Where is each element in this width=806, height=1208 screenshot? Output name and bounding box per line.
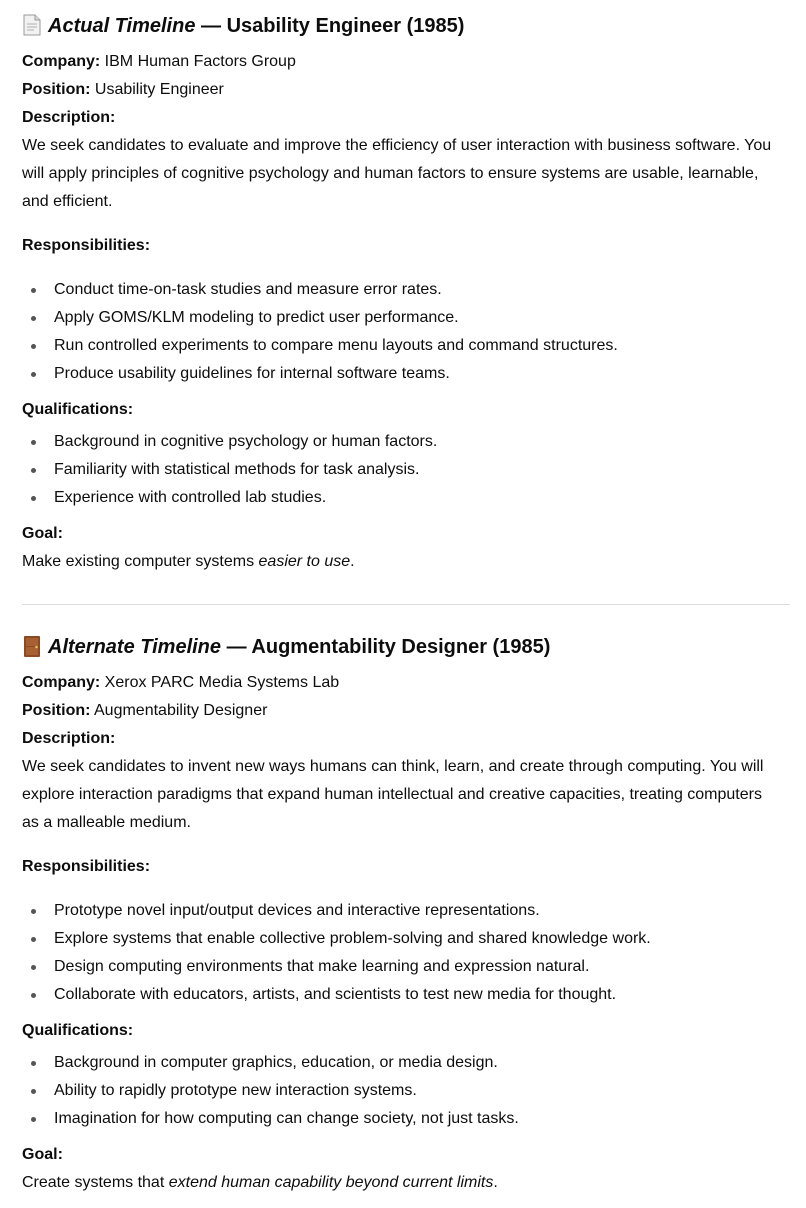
company-label: Company: (22, 53, 101, 70)
responsibilities-list (22, 276, 794, 388)
description-line: as a malleable medium. (22, 814, 191, 831)
company-line (22, 669, 794, 697)
goal-suffix: . (350, 553, 355, 570)
company-label: Company: (22, 674, 101, 691)
role-heading: — Augmentability Designer (1985) (221, 636, 551, 658)
position-line (22, 76, 794, 104)
list-item: Conduct time-on-task studies and measure error rates. (22, 276, 794, 304)
description-line: will apply principles of cognitive psychology and human factors to ensure systems are usable, learnable, (22, 165, 759, 182)
list-item: Familiarity with statistical methods for task analysis. (22, 456, 794, 484)
goal-label: Goal: (22, 1146, 63, 1163)
list-item: Background in computer graphics, education, or media design. (22, 1049, 794, 1077)
position-label: Position: (22, 81, 91, 98)
qualifications-list (22, 428, 794, 512)
goal-emphasis: extend human capability beyond current limits (168, 1174, 494, 1191)
description-label: Description: (22, 730, 116, 747)
responsibilities-label: Responsibilities: (22, 858, 151, 875)
description-line: explore interaction paradigms that expand human intellectual and creative capacities, treating computers (22, 786, 762, 803)
goal-text (22, 1169, 794, 1197)
goal-label: Goal: (22, 525, 63, 542)
goal-emphasis: easier to use (258, 553, 351, 570)
company-value: Xerox PARC Media Systems Lab (100, 674, 340, 691)
qualifications-label: Qualifications: (22, 401, 134, 418)
section-divider (22, 604, 790, 605)
position-value: Augmentability Designer (90, 702, 268, 719)
description-text (22, 753, 794, 837)
goal-suffix: . (493, 1174, 498, 1191)
qualifications-list (22, 1049, 794, 1133)
goal-prefix: Make existing computer systems (22, 553, 259, 570)
position-line (22, 697, 794, 725)
list-item: Prototype novel input/output devices and interactive representations. (22, 897, 794, 925)
responsibilities-label: Responsibilities: (22, 237, 151, 254)
description-line: We seek candidates to evaluate and improve the efficiency of user interaction with business software. You (22, 137, 772, 154)
list-item: Ability to rapidly prototype new interaction systems. (22, 1077, 794, 1105)
list-item: Imagination for how computing can change society, not just tasks. (22, 1105, 794, 1133)
position-label: Position: (22, 702, 91, 719)
description-text (22, 132, 794, 216)
responsibilities-list (22, 897, 794, 1009)
list-item: Produce usability guidelines for internal software teams. (22, 360, 794, 388)
list-item: Collaborate with educators, artists, and scientists to test new media for thought. (22, 981, 794, 1009)
role-heading: — Usability Engineer (1985) (195, 15, 465, 37)
goal-text (22, 548, 794, 576)
list-item: Background in cognitive psychology or human factors. (22, 428, 794, 456)
qualifications-label: Qualifications: (22, 1022, 134, 1039)
company-line (22, 48, 794, 76)
goal-prefix: Create systems that (22, 1174, 169, 1191)
door-icon (22, 635, 42, 657)
actual-timeline-title (22, 11, 464, 41)
timeline-label: Alternate Timeline (48, 636, 222, 658)
document-icon (22, 14, 42, 36)
list-item: Explore systems that enable collective problem-solving and shared knowledge work. (22, 925, 794, 953)
company-value: IBM Human Factors Group (100, 53, 296, 70)
description-line: and efficient. (22, 193, 113, 210)
position-value: Usability Engineer (90, 81, 224, 98)
list-item: Design computing environments that make learning and expression natural. (22, 953, 794, 981)
description-line: We seek candidates to invent new ways humans can think, learn, and create through computing. You will (22, 758, 764, 775)
list-item: Run controlled experiments to compare menu layouts and command structures. (22, 332, 794, 360)
list-item: Apply GOMS/KLM modeling to predict user performance. (22, 304, 794, 332)
list-item: Experience with controlled lab studies. (22, 484, 794, 512)
description-label: Description: (22, 109, 116, 126)
timeline-label: Actual Timeline (48, 15, 196, 37)
alternate-timeline-title (22, 632, 550, 662)
